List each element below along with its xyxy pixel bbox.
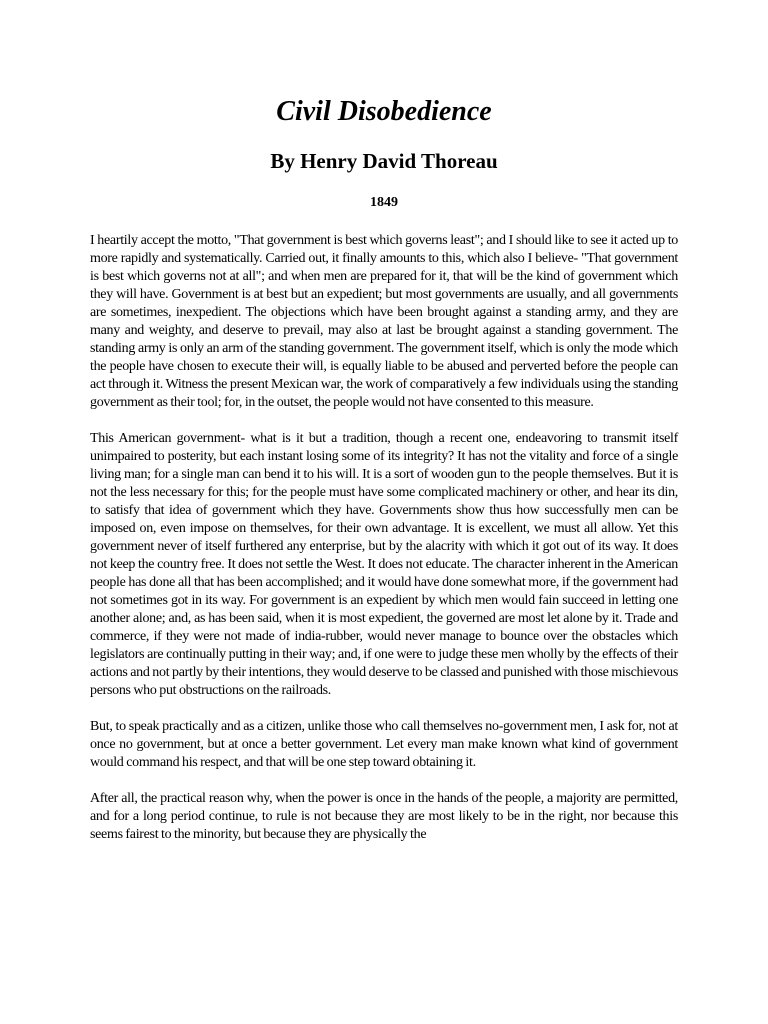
document-title: Civil Disobedience [276,96,492,127]
document-year: 1849 [370,195,398,210]
paragraph-3: But, to speak practically and as a citizen, unlike those who call themselves no-government men, I ask for, not at once no government, but at once a better government. Let every man make known what kind of government would command his respect, and that will be one step toward obtaining it. [90,719,678,770]
document-body [90,232,678,862]
document-author: By Henry David Thoreau [270,149,498,173]
paragraph-4: After all, the practical reason why, when the power is once in the hands of the people, a majority are permitted, and for a long period continue, to rule is not because they are most likely to be in the right, nor because this seems fairest to the minority, but because they are physically the [90,791,678,842]
paragraph-2: This American government- what is it but a tradition, though a recent one, endeavoring to transmit itself unimpaired to posterity, but each instant losing some of its integrity? It has not the vitality and force of a single living man; for a single man can bend it to his will. It is a sort of wooden gun to the people themselves. But it is not the less necessary for this; for the people must have some complicated machinery or other, and hear its din, to satisfy that idea of government which they have. Governments show thus how successfully men can be imposed on, even impose on themselves, for their own advantage. It is excellent, we must all allow. Yet this government never of itself furthered any enterprise, but by the alacrity with which it got out of its way. It does not keep the country free. It does not settle the West. It does not educate. The character inherent in the American people has done all that has been accomplished; and it would have done somewhat more, if the government had not sometimes got in its way. For government is an expedient by which men would fain succeed in letting one another alone; and, as has been said, when it is most expedient, the governed are most let alone by it. Trade and commerce, if they were not made of india-rubber, would never manage to bounce over the obstacles which legislators are continually putting in their way; and, if one were to judge these men wholly by the effects of their actions and not partly by their intentions, they would deserve to be classed and punished with those mischievous persons who put obstructions on the railroads. [90,431,678,698]
paragraph-1: I heartily accept the motto, "That government is best which governs least"; and I should like to see it acted up to more rapidly and systematically. Carried out, it finally amounts to this, which also I believe- "That government is best which governs not at all"; and when men are prepared for it, that will be the kind of government which they will have. Government is at best but an expedient; but most governments are usually, and all governments are sometimes, inexpedient. The objections which have been brought against a standing army, and they are many and weighty, and deserve to prevail, may also at last be brought against a standing government. The standing army is only an arm of the standing government. The government itself, which is only the mode which the people have chosen to execute their will, is equally liable to be abused and perverted before the people can act through it. Witness the present Mexican war, the work of comparatively a few individuals using the standing government as their tool; for, in the outset, the people would not have consented to this measure. [90,233,678,410]
